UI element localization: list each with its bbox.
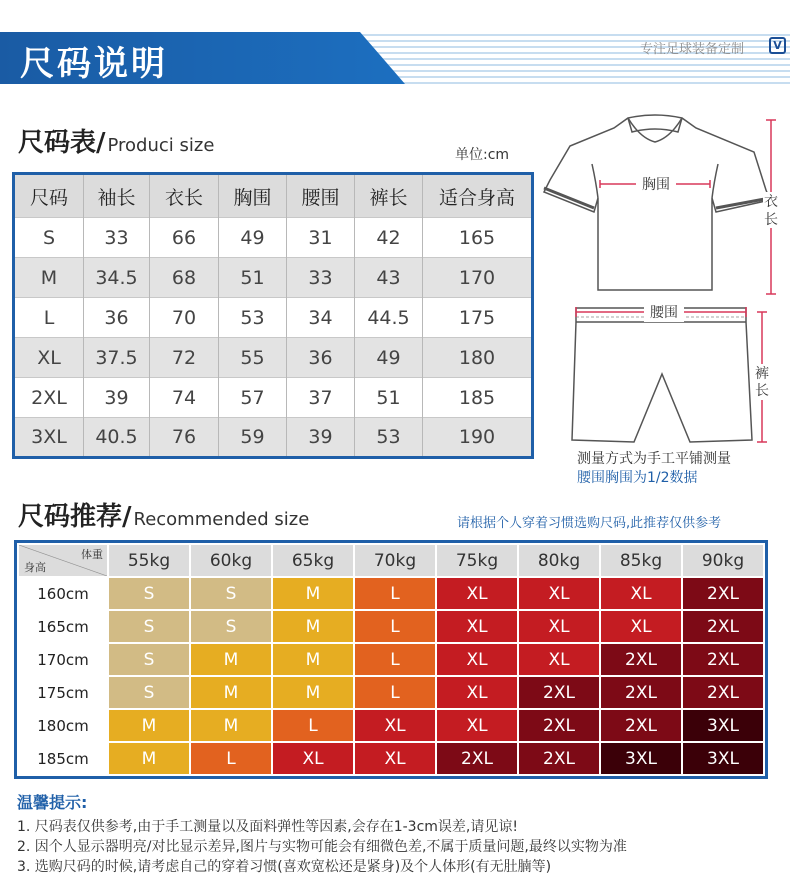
recommend-size-cell: 3XL [683, 743, 763, 774]
recommend-size-cell: XL [437, 578, 517, 609]
size-cell: 42 [355, 218, 423, 258]
corner-weight-label: 体重 [81, 548, 103, 561]
recommend-size-cell: L [355, 578, 435, 609]
page-title: 尺码说明 [20, 44, 168, 84]
recommend-size-cell: 2XL [683, 611, 763, 642]
table-row [14, 418, 533, 458]
size-cell: 2XL [14, 378, 84, 418]
size-table-header: 尺码 [14, 174, 84, 218]
recommend-corner-cell [19, 545, 107, 576]
recommend-size-cell: S [109, 677, 189, 708]
size-cell: 74 [150, 378, 219, 418]
recommend-size-cell: S [109, 611, 189, 642]
recommend-size-cell: 3XL [683, 710, 763, 741]
shorts-length-label-2: 长 [755, 383, 769, 399]
size-cell: 59 [219, 418, 287, 458]
recommend-size-cell: M [109, 743, 189, 774]
recommend-size-cell: L [273, 710, 353, 741]
size-cell: 51 [219, 258, 287, 298]
size-chart-title-text: 尺码表/ [18, 128, 106, 158]
size-chart-title [18, 122, 214, 159]
size-cell: 66 [150, 218, 219, 258]
table-row [19, 644, 763, 675]
size-cell: 37.5 [84, 338, 150, 378]
recommend-size-cell: S [109, 578, 189, 609]
size-cell: 68 [150, 258, 219, 298]
height-cell: 160cm [19, 578, 107, 609]
weight-header: 60kg [191, 545, 271, 576]
table-row [14, 298, 533, 338]
size-table-header-row [14, 174, 533, 218]
size-cell: 49 [355, 338, 423, 378]
size-cell: 190 [423, 418, 533, 458]
recommend-size-cell: 2XL [683, 644, 763, 675]
chest-label: 胸围 [642, 177, 670, 193]
size-cell: 180 [423, 338, 533, 378]
recommend-size-cell: XL [601, 611, 681, 642]
recommend-size-cell: M [273, 677, 353, 708]
size-cell: 70 [150, 298, 219, 338]
size-cell: 39 [287, 418, 355, 458]
shirt-length-label-2: 长 [764, 212, 778, 228]
weight-header: 65kg [273, 545, 353, 576]
table-row [19, 743, 763, 774]
recommend-size-cell: XL [519, 578, 599, 609]
recommend-size-cell: 2XL [519, 743, 599, 774]
recommend-size-cell: 2XL [437, 743, 517, 774]
shorts-outline-icon [572, 308, 752, 442]
recommend-title [18, 496, 309, 533]
recommend-size-cell: 2XL [683, 677, 763, 708]
recommend-size-cell: 2XL [519, 710, 599, 741]
size-cell: 3XL [14, 418, 84, 458]
waist-label: 腰围 [650, 305, 678, 321]
recommend-size-cell: XL [519, 611, 599, 642]
size-cell: XL [14, 338, 84, 378]
recommend-size-cell: L [355, 611, 435, 642]
shirt-outline-icon [544, 115, 770, 290]
recommend-size-cell: L [355, 644, 435, 675]
size-cell: 36 [84, 298, 150, 338]
size-table [12, 172, 534, 459]
size-table-header: 袖长 [84, 174, 150, 218]
size-cell: 175 [423, 298, 533, 338]
brand-logo-icon: V [769, 37, 786, 54]
tip-line: 3. 选购尺码的时候,请考虑自己的穿着习惯(喜欢宽松还是紧身)及个人体形(有无肚腩等) [17, 859, 552, 875]
shirt-length-label-1: 衣 [764, 194, 778, 210]
recommend-body [19, 578, 763, 774]
size-cell: 165 [423, 218, 533, 258]
size-cell: 36 [287, 338, 355, 378]
size-cell: 39 [84, 378, 150, 418]
size-cell: 55 [219, 338, 287, 378]
size-cell: 31 [287, 218, 355, 258]
size-cell: L [14, 298, 84, 338]
recommend-hint: 请根据个人穿着习惯选购尺码,此推荐仅供参考 [457, 516, 722, 531]
size-table-header: 衣长 [150, 174, 219, 218]
size-cell: 34 [287, 298, 355, 338]
corner-height-label: 身高 [24, 561, 46, 574]
tip-line: 2. 因个人显示器明亮/对比显示差异,图片与实物可能会有细微色差,不属于质量问题,最终以实物为准 [17, 839, 627, 855]
recommend-size-cell: S [109, 644, 189, 675]
measurement-diagram [540, 112, 785, 457]
recommend-size-cell: M [191, 710, 271, 741]
recommend-size-cell: L [191, 743, 271, 774]
weight-header: 75kg [437, 545, 517, 576]
recommend-table [14, 540, 768, 779]
recommend-size-cell: XL [437, 677, 517, 708]
size-cell: 33 [287, 258, 355, 298]
recommend-size-cell: M [273, 578, 353, 609]
recommend-subtitle: Recommended size [133, 509, 310, 530]
size-cell: 49 [219, 218, 287, 258]
recommend-size-cell: 2XL [601, 677, 681, 708]
measurement-note-line2: 腰围胸围为1/2数据 [577, 470, 698, 486]
recommend-size-cell: M [109, 710, 189, 741]
weight-header: 80kg [519, 545, 599, 576]
size-cell: 185 [423, 378, 533, 418]
size-cell: 53 [355, 418, 423, 458]
size-cell: 51 [355, 378, 423, 418]
recommend-size-cell: XL [437, 611, 517, 642]
size-table-header: 胸围 [219, 174, 287, 218]
size-cell: 53 [219, 298, 287, 338]
size-table-header: 裤长 [355, 174, 423, 218]
recommend-size-cell: 2XL [601, 710, 681, 741]
measurement-note [577, 450, 731, 488]
size-cell: 43 [355, 258, 423, 298]
height-cell: 185cm [19, 743, 107, 774]
tips-title: 温馨提示: [17, 793, 88, 812]
recommend-size-cell: XL [273, 743, 353, 774]
size-cell: 37 [287, 378, 355, 418]
recommend-size-cell: XL [519, 644, 599, 675]
recommend-size-cell: M [191, 677, 271, 708]
recommend-title-text: 尺码推荐/ [18, 502, 132, 532]
size-cell: 34.5 [84, 258, 150, 298]
weight-header: 55kg [109, 545, 189, 576]
size-cell: 72 [150, 338, 219, 378]
table-row [19, 578, 763, 609]
unit-label: 单位:cm [455, 147, 510, 163]
recommend-size-cell: M [191, 644, 271, 675]
tip-line: 1. 尺码表仅供参考,由于手工测量以及面料弹性等因素,会存在1-3cm误差,请见谅! [17, 819, 518, 835]
recommend-size-cell: 2XL [519, 677, 599, 708]
table-row [19, 611, 763, 642]
table-row [14, 218, 533, 258]
size-cell: 40.5 [84, 418, 150, 458]
recommend-size-cell: XL [437, 644, 517, 675]
shorts-length-label-1: 裤 [755, 366, 769, 382]
recommend-size-cell: XL [355, 743, 435, 774]
weight-header: 90kg [683, 545, 763, 576]
recommend-size-cell: S [191, 611, 271, 642]
height-cell: 180cm [19, 710, 107, 741]
height-cell: 165cm [19, 611, 107, 642]
size-table-header: 腰围 [287, 174, 355, 218]
weight-header: 70kg [355, 545, 435, 576]
recommend-size-cell: 2XL [601, 644, 681, 675]
size-cell: 170 [423, 258, 533, 298]
recommend-size-cell: XL [437, 710, 517, 741]
recommend-size-cell: L [355, 677, 435, 708]
recommend-size-cell: M [273, 611, 353, 642]
size-chart-subtitle: Produci size [107, 135, 215, 156]
height-cell: 175cm [19, 677, 107, 708]
size-cell: 33 [84, 218, 150, 258]
table-row [19, 677, 763, 708]
recommend-size-cell: M [273, 644, 353, 675]
size-cell: 76 [150, 418, 219, 458]
recommend-size-cell: 3XL [601, 743, 681, 774]
size-cell: 44.5 [355, 298, 423, 338]
recommend-size-cell: XL [355, 710, 435, 741]
recommend-size-cell: 2XL [683, 578, 763, 609]
table-row [14, 258, 533, 298]
height-cell: 170cm [19, 644, 107, 675]
size-cell: S [14, 218, 84, 258]
table-row [19, 710, 763, 741]
header-tagline: 专注足球装备定制 [640, 42, 745, 57]
table-row [14, 338, 533, 378]
size-table-header: 适合身高 [423, 174, 533, 218]
recommend-header-row [19, 545, 763, 576]
table-row [14, 378, 533, 418]
size-cell: 57 [219, 378, 287, 418]
size-cell: M [14, 258, 84, 298]
recommend-size-cell: XL [601, 578, 681, 609]
measurement-note-line1: 测量方式为手工平铺测量 [577, 451, 731, 467]
weight-header: 85kg [601, 545, 681, 576]
recommend-size-cell: S [191, 578, 271, 609]
